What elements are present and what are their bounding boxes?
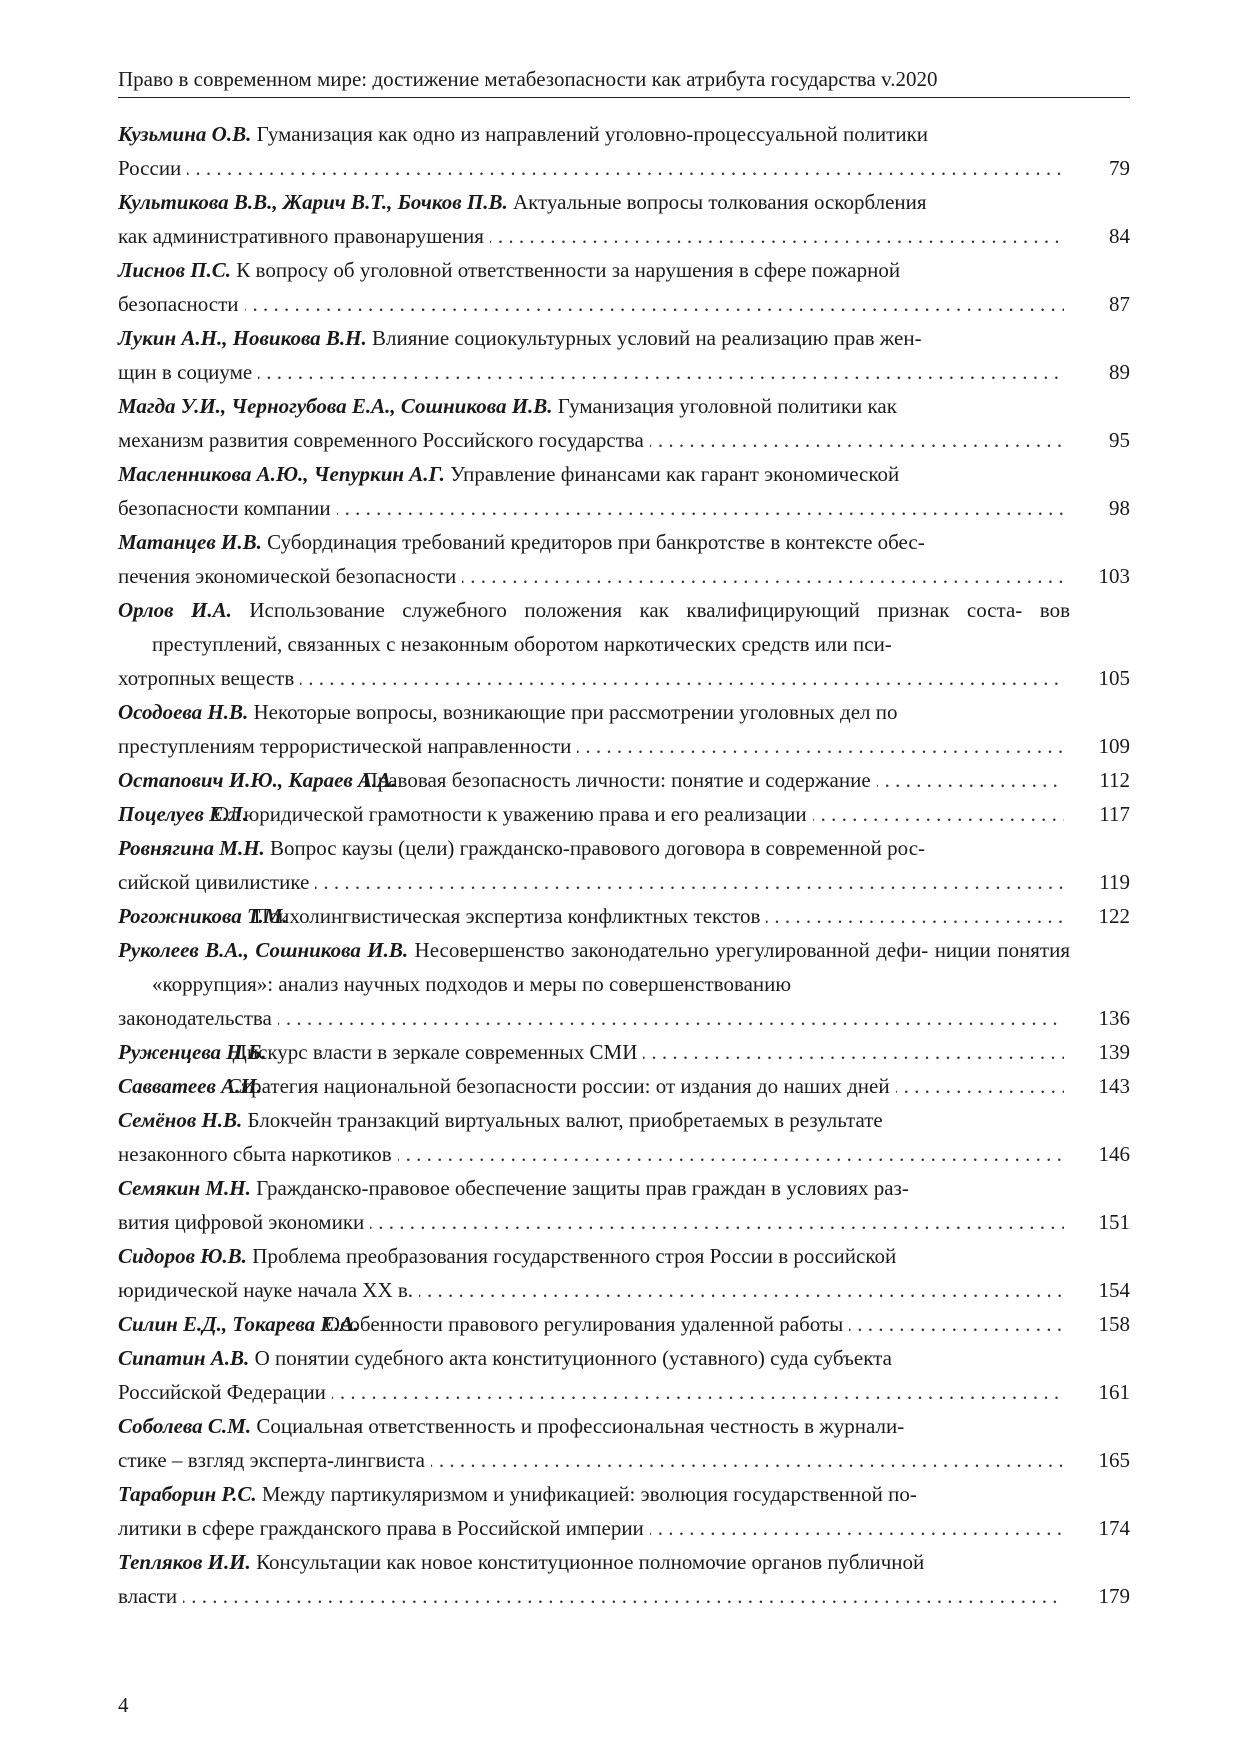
toc-entry-page: 105 — [1098, 666, 1130, 690]
toc-entry-lastline — [118, 1035, 1070, 1069]
toc-entry-page: 161 — [1098, 1380, 1130, 1404]
toc-entry-lastline — [118, 287, 1070, 321]
page-number: 4 — [118, 1693, 129, 1717]
toc-entry-title-end: России — [118, 156, 182, 180]
toc-entry[interactable] — [118, 457, 1130, 525]
toc-entry-title: Блокчейн транзакций виртуальных валют, приобретаемых в результате — [247, 1108, 883, 1132]
toc-entry-authors: Магда У.И., Черногубова Е.А., Сошникова И.В. — [118, 394, 553, 418]
toc-entry-authors: Тараборин Р.С. — [118, 1482, 257, 1506]
toc-entry-title-end: Стратегия национальной безопасности россии: от издания до наших дней — [227, 1074, 890, 1098]
toc-entry-authors: Сипатин А.В. — [118, 1346, 250, 1370]
toc-entry-page: 139 — [1098, 1040, 1130, 1064]
toc-entry-title-end: Российской Федерации — [118, 1380, 326, 1404]
toc-entry[interactable] — [118, 1477, 1130, 1545]
toc-entry-title-end: вития цифровой экономики — [118, 1210, 365, 1234]
toc-entry-authors: Ровнягина М.Н. — [118, 836, 265, 860]
toc-entry[interactable] — [118, 831, 1130, 899]
dot-leader — [370, 1205, 1064, 1239]
dot-leader — [462, 559, 1064, 593]
toc-entry[interactable] — [118, 695, 1130, 763]
toc-entry-page: 112 — [1099, 768, 1130, 792]
toc-entry-lastline — [118, 729, 1070, 763]
toc-entry-page: 151 — [1098, 1210, 1130, 1234]
toc-entry-title-end: безопасности — [118, 292, 239, 316]
toc-entry-title-end: юридической науке начала XX в. — [118, 1278, 414, 1302]
toc-entry-lastline — [118, 491, 1070, 525]
header-rule — [118, 97, 1130, 98]
dot-leader — [431, 1443, 1064, 1477]
toc-entry-heading — [118, 389, 1070, 423]
toc-entry-page: 117 — [1099, 802, 1130, 826]
toc-entry-page: 119 — [1099, 870, 1130, 894]
toc-entry-heading — [118, 933, 1070, 1001]
toc-entry[interactable] — [118, 525, 1130, 593]
toc-entry-title: Проблема преобразования государственного строя России в российской — [252, 1244, 897, 1268]
toc-entry-page: 79 — [1109, 156, 1130, 180]
toc-entry-title-end: От юридической грамотности к уважению права и его реализации — [214, 802, 807, 826]
toc-entry-heading — [118, 321, 1070, 355]
toc-entry-heading — [118, 593, 1070, 661]
toc-entry-title: Вопрос каузы (цели) гражданско-правового договора в современной рос- — [270, 836, 926, 860]
toc-entry-lastline — [118, 763, 1070, 797]
toc-entry-title-end: печения экономической безопасности — [118, 564, 457, 588]
toc-entry-title-end: Правовая безопасность личности: понятие и содержание — [362, 768, 871, 792]
toc-entry-heading — [118, 525, 1070, 559]
toc-entry-lastline — [118, 1443, 1070, 1477]
toc-entry-authors: Матанцев И.В. — [118, 530, 262, 554]
toc-entry-authors: Савватеев А.И. — [118, 1074, 262, 1098]
toc-entry-title-end: как административного правонарушения — [118, 224, 484, 248]
toc-entry-heading — [118, 457, 1070, 491]
toc-entry-authors: Лукин А.Н., Новикова В.Н. — [118, 326, 367, 350]
toc-entry-authors: Руколеев В.А., Сошникова И.В. — [118, 938, 409, 962]
toc-entry-title: О понятии судебного акта конституционного (уставного) суда субъекта — [254, 1346, 892, 1370]
dot-leader — [183, 1579, 1064, 1613]
toc-entry-authors: Масленникова А.Ю., Чепуркин А.Г. — [118, 462, 445, 486]
dot-leader — [643, 1035, 1064, 1069]
toc-entry-authors: Лиснов П.С. — [118, 258, 232, 282]
toc-entry[interactable] — [118, 1103, 1130, 1171]
toc-entry-title: Управление финансами как гарант экономической — [450, 462, 900, 486]
toc-entry-title-end: незаконного сбыта наркотиков — [118, 1142, 392, 1166]
toc-entry-lastline — [118, 1307, 1070, 1341]
toc-entry-lastline — [118, 661, 1070, 695]
toc-entry-page: 143 — [1098, 1074, 1130, 1098]
table-of-contents — [118, 117, 1130, 1613]
dot-leader — [315, 865, 1064, 899]
toc-entry-title-end: щин в социуме — [118, 360, 253, 384]
toc-entry-authors: Кузьмина О.В. — [118, 122, 252, 146]
toc-entry-title: Гуманизация как одно из направлений уголовно-процессуальной политики — [256, 122, 929, 146]
dot-leader — [813, 797, 1064, 831]
toc-entry-page: 165 — [1098, 1448, 1130, 1472]
toc-entry-lastline — [118, 1273, 1070, 1307]
toc-entry-page: 87 — [1109, 292, 1130, 316]
toc-entry-authors: Осодоева Н.В. — [118, 700, 249, 724]
toc-entry-page: 154 — [1098, 1278, 1130, 1302]
dot-leader — [187, 151, 1064, 185]
toc-entry-authors: Руженцева Н.Б. — [118, 1040, 267, 1064]
toc-entry-title-end: механизм развития современного Российского государства — [118, 428, 644, 452]
dot-leader — [849, 1307, 1064, 1341]
toc-entry-heading — [118, 695, 1070, 729]
toc-entry-lastline — [118, 1001, 1070, 1035]
toc-entry-title-end: стике – взгляд эксперта-лингвиста — [118, 1448, 425, 1472]
dot-leader — [245, 287, 1064, 321]
toc-entry-title: Социальная ответственность и профессиональная честность в журнали- — [256, 1414, 905, 1438]
dot-leader — [490, 219, 1064, 253]
toc-entry-lastline — [118, 1137, 1070, 1171]
dot-leader — [577, 729, 1064, 763]
toc-entry-title-end: законодательства — [118, 1006, 272, 1030]
toc-entry-title: Консультации как новое конституционное полномочие органов публичной — [256, 1550, 925, 1574]
toc-entry-lastline — [118, 865, 1070, 899]
toc-entry-page: 98 — [1109, 496, 1130, 520]
toc-entry-title: Некоторые вопросы, возникающие при рассмотрении уголовных дел по — [253, 700, 898, 724]
toc-entry-title: Несовершенство законодательно урегулированной дефи- ниции понятия «коррупция»: анализ научных подходов и меры по совершенствованию — [152, 938, 1070, 996]
toc-entry-authors: Орлов И.А. — [118, 598, 232, 622]
toc-entry-authors: Семякин М.Н. — [118, 1176, 251, 1200]
toc-entry-title: Использование служебного положения как квалифицирующий признак соста- вов преступлений, связанных с незаконным оборотом наркотических средств или пси- — [152, 598, 1070, 656]
toc-entry-page: 158 — [1098, 1312, 1130, 1336]
toc-entry[interactable] — [118, 1341, 1130, 1409]
toc-entry[interactable] — [118, 1035, 1130, 1069]
toc-entry-heading — [118, 185, 1070, 219]
toc-entry-title-end: власти — [118, 1584, 178, 1608]
toc-entry-lastline — [118, 1069, 1070, 1103]
dot-leader — [258, 355, 1064, 389]
toc-entry-title-end: сийской цивилистике — [118, 870, 310, 894]
toc-entry[interactable] — [118, 763, 1130, 797]
toc-entry-authors: Культикова В.В., Жарич В.Т., Бочков П.В. — [118, 190, 508, 214]
toc-entry-heading — [118, 1239, 1070, 1273]
toc-entry-heading — [118, 1409, 1070, 1443]
toc-entry-lastline — [118, 899, 1070, 933]
dot-leader — [650, 423, 1064, 457]
toc-entry-heading — [118, 1103, 1070, 1137]
toc-entry[interactable] — [118, 899, 1130, 933]
toc-entry-page: 84 — [1109, 224, 1130, 248]
toc-entry-page: 95 — [1109, 428, 1130, 452]
toc-entry-heading — [118, 1545, 1070, 1579]
toc-entry-lastline — [118, 355, 1070, 389]
toc-entry-page: 179 — [1098, 1584, 1130, 1608]
toc-entry-lastline — [118, 219, 1070, 253]
toc-entry-authors: Поцелуев Е.Л. — [118, 802, 248, 826]
toc-entry-heading — [118, 831, 1070, 865]
dot-leader — [398, 1137, 1064, 1171]
toc-entry-lastline — [118, 1511, 1070, 1545]
toc-entry[interactable] — [118, 1307, 1130, 1341]
toc-entry-lastline — [118, 1579, 1070, 1613]
toc-entry-title: К вопросу об уголовной ответственности за нарушения в сфере пожарной — [236, 258, 901, 282]
toc-entry-title-end: Дискурс власти в зеркале современных СМИ — [232, 1040, 638, 1064]
dot-leader — [337, 491, 1064, 525]
toc-entry[interactable] — [118, 1069, 1130, 1103]
toc-entry-title-end: хотропных веществ — [118, 666, 295, 690]
toc-entry-lastline — [118, 559, 1070, 593]
toc-entry-authors: Тепляков И.И. — [118, 1550, 251, 1574]
toc-entry[interactable] — [118, 253, 1130, 321]
toc-entry-title: Актуальные вопросы толкования оскорбления — [512, 190, 927, 214]
toc-entry-title: Влияние социокультурных условий на реализацию прав жен- — [372, 326, 922, 350]
toc-entry-authors: Сидоров Ю.В. — [118, 1244, 247, 1268]
toc-entry[interactable] — [118, 1171, 1130, 1239]
dot-leader — [650, 1511, 1064, 1545]
toc-entry-lastline — [118, 797, 1070, 831]
toc-entry-lastline — [118, 1205, 1070, 1239]
toc-entry-heading — [118, 117, 1070, 151]
dot-leader — [896, 1069, 1064, 1103]
toc-entry-page: 122 — [1098, 904, 1130, 928]
dot-leader — [419, 1273, 1064, 1307]
toc-entry-heading — [118, 1171, 1070, 1205]
toc-entry-lastline — [118, 151, 1070, 185]
dot-leader — [278, 1001, 1064, 1035]
toc-entry-page: 109 — [1098, 734, 1130, 758]
toc-entry[interactable] — [118, 933, 1130, 1035]
toc-entry-authors: Соболева С.М. — [118, 1414, 252, 1438]
running-header: Право в современном мире: достижение метабезопасности как атрибута государства v.2020 — [118, 67, 938, 91]
toc-entry[interactable] — [118, 593, 1130, 695]
toc-entry-page: 103 — [1098, 564, 1130, 588]
toc-entry-heading — [118, 253, 1070, 287]
toc-entry-title: Гражданско-правовое обеспечение защиты прав граждан в условиях раз- — [256, 1176, 909, 1200]
toc-entry-page: 136 — [1098, 1006, 1130, 1030]
toc-entry-lastline — [118, 423, 1070, 457]
toc-entry-heading — [118, 1341, 1070, 1375]
toc-entry[interactable] — [118, 321, 1130, 389]
toc-entry[interactable] — [118, 117, 1130, 185]
dot-leader — [877, 763, 1064, 797]
toc-entry-authors: Остапович И.Ю., Караев А.А. — [118, 768, 397, 792]
toc-entry[interactable] — [118, 1239, 1130, 1307]
toc-entry-title-end: безопасности компании — [118, 496, 331, 520]
toc-entry-authors: Семёнов Н.В. — [118, 1108, 243, 1132]
toc-entry-title-end: Психолингвистическая экспертиза конфликтных текстов — [253, 904, 761, 928]
toc-entry-page: 89 — [1109, 360, 1130, 384]
dot-leader — [766, 899, 1064, 933]
toc-entry[interactable] — [118, 185, 1130, 253]
toc-entry-title-end: преступлениям террористической направленности — [118, 734, 572, 758]
dot-leader — [300, 661, 1064, 695]
toc-entry[interactable] — [118, 389, 1130, 457]
toc-entry-authors: Силин Е.Д., Токарева Е.А. — [118, 1312, 359, 1336]
toc-entry-title-end: Особенности правового регулирования удаленной работы — [324, 1312, 844, 1336]
toc-entry-authors: Рогожникова Т.М. — [118, 904, 288, 928]
toc-entry[interactable] — [118, 1545, 1130, 1613]
toc-entry-title: Субординация требований кредиторов при банкротстве в контексте обес- — [267, 530, 925, 554]
dot-leader — [332, 1375, 1064, 1409]
toc-entry-lastline — [118, 1375, 1070, 1409]
toc-entry-page: 146 — [1098, 1142, 1130, 1166]
toc-entry-title: Гуманизация уголовной политики как — [557, 394, 897, 418]
toc-entry[interactable] — [118, 1409, 1130, 1477]
toc-entry-heading — [118, 1477, 1070, 1511]
toc-entry-page: 174 — [1098, 1516, 1130, 1540]
toc-entry-title: Между партикуляризмом и унификацией: эволюция государственной по- — [261, 1482, 917, 1506]
toc-entry-title-end: литики в сфере гражданского права в Российской империи — [118, 1516, 644, 1540]
toc-entry[interactable] — [118, 797, 1130, 831]
